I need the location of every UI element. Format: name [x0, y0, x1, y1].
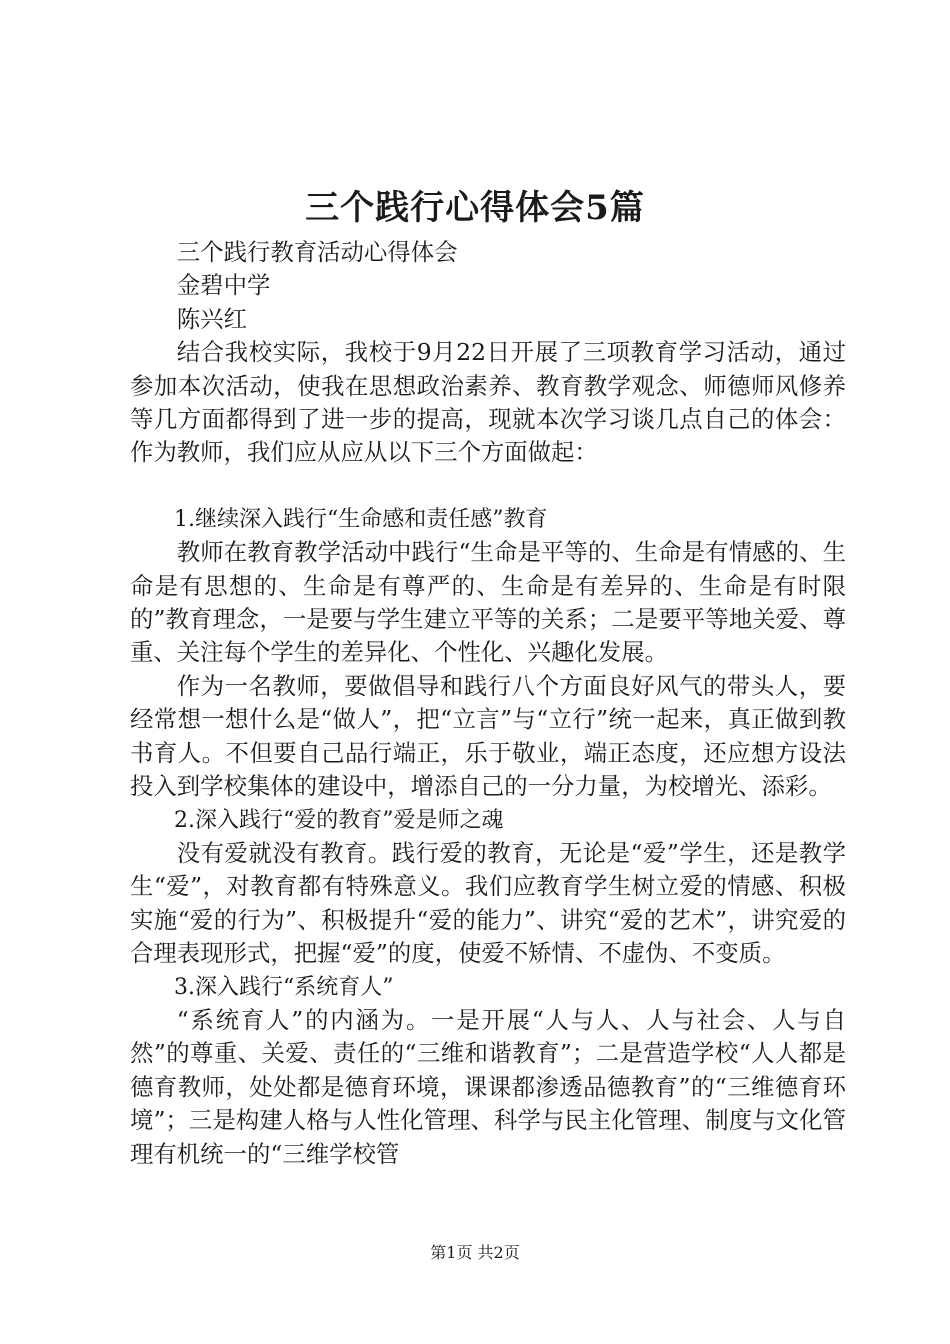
section-heading-1: 1.继续深入践行“生命感和责任感”教育	[174, 506, 548, 532]
document-body	[130, 236, 846, 1171]
school-name: 金碧中学	[176, 271, 271, 300]
subtitle-paragraph: 三个践行教育活动心得体会	[176, 238, 458, 266]
body-paragraph: 作为一名教师，要做倡导和践行八个方面良好风气的带头人，要经常想一想什么是“做人”，把“立言”与“立行”统一起来，真正做到教书育人。不但要自己品行端正，乐于敬业，端正态度，还应想方设法投入到学校集体的建设中，增添自己的一分力量，为校增光、添彩。	[130, 671, 846, 801]
page-footer: 第1页 共2页	[430, 1243, 520, 1262]
intro-paragraph: 结合我校实际，我校于9月22日开展了三项教育学习活动，通过参加本次活动，使我在思想政治素养、教育教学观念、师德师风修养等几方面都得到了进一步的提高，现就本次学习谈几点自己的体会：作为教师，我们应从应从以下三个方面做起：	[130, 338, 846, 467]
body-paragraph: “系统育人”的内涵为。一是开展“人与人、人与社会、人与自然”的尊重、关爱、责任的“三维和谐教育”；二是营造学校“人人都是德育教师，处处都是德育环境，课课都渗透品德教育”的“三维德育环境”；三是构建人格与人性化管理、科学与民主化管理、制度与文化管理有机统一的“三维学校管	[130, 1005, 846, 1168]
body-paragraph: 没有爱就没有教育。践行爱的教育，无论是“爱”学生，还是教学生“爱”，对教育都有特殊意义。我们应教育学生树立爱的情感、积极实施“爱的行为”、积极提升“爱的能力”、讲究“爱的艺术”，讲究爱的合理表现形式，把握“爱”的度，使爱不矫情、不虚伪、不变质。	[130, 838, 846, 968]
body-paragraph: 教师在教育教学活动中践行“生命是平等的、生命是有情感的、生命是有思想的、生命是有尊严的、生命是有差异的、生命是有时限的”教育理念，一是要与学生建立平等的关系；二是要平等地关爱、尊重、关注每个学生的差异化、个性化、兴趣化发展。	[130, 538, 846, 667]
document-title: 三个践行心得体会5篇	[305, 188, 645, 228]
section-heading-3: 3.深入践行“系统育人”	[174, 974, 394, 1000]
section-heading-2: 2.深入践行“爱的教育”爱是师之魂	[174, 807, 504, 833]
author-name: 陈兴红	[176, 304, 247, 333]
